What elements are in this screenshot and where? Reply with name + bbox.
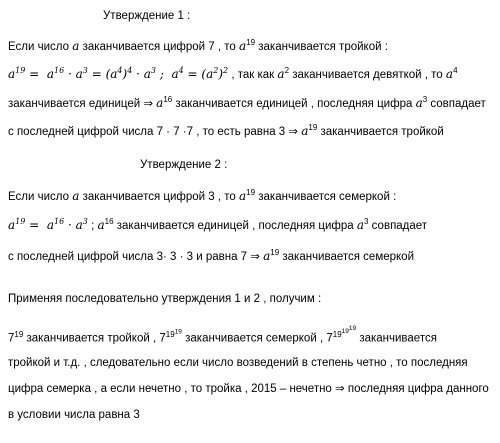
conclusion-powers-line: $7^{19}$ заканчивается тройкой , $7^{19^{19}}$ заканчивается семеркой , $7^{19^{19^{19}}}$ заканчивается — [8, 325, 437, 345]
statement-1-line-3: заканчивается единицей ⇒ $a^{16}$ заканчивается единицей , последняя цифра $a^3$ совпадает — [8, 95, 486, 110]
statement-1-line-4: с последней цифрой числа 7 · 7 ·7 , то есть равна 3 ⇒ $a^{19}$ заканчивается тройкой — [8, 123, 444, 138]
conclusion-line-3: тройкой и т.д. , следовательно если число возведений в степень четно , то последняя — [8, 357, 468, 369]
conclusion-line-4: цифра семерка , а если нечетно , то тройка , 2015 – нечетно ⇒ последняя цифра данного — [8, 383, 489, 395]
statement-2-line-1: Если число a заканчивается цифрой 3 , то $a^{19}$ заканчивается семеркой : — [8, 188, 397, 203]
statement-1-heading: Утверждение 1 : — [103, 10, 191, 22]
statement-2-formula-line: $a^{19} = a^{16} \cdot a^3$ ; $a^{16}$ заканчивается единицей , последняя цифра $a^3$ совпадает — [8, 217, 428, 232]
statement-1-line-1: Если число a заканчивается цифрой 7 , то $a^{19}$ заканчивается тройкой : — [8, 38, 388, 53]
statement-1-formula-line: $a^{19} = a^{16} \cdot a^3 = (a^4)^4 \cdot a^3$ ; $a^4 = (a^2)^2$ , так как $a^2$ заканчивается девяткой , то $a^4$ — [8, 66, 458, 81]
statement-2-line-3: с последней цифрой числа 3· 3 · 3 и равна 7 ⇒ $a^{19}$ заканчивается семеркой — [8, 248, 415, 263]
formula-a19-decomposition: $a^{19} = a^{16} \cdot a^3 = (a^4)^4 \cdot a^3$ ; $a^4 = (a^2)^2$ — [8, 66, 229, 81]
conclusion-line-5: в условии числа равна 3 — [8, 409, 140, 421]
statement-2-heading: Утверждение 2 : — [140, 159, 228, 171]
formula-a19-split: $a^{19} = a^{16} \cdot a^3$ — [8, 217, 88, 232]
conclusion-intro: Применяя последовательно утверждения 1 и 2 , получим : — [8, 293, 322, 305]
